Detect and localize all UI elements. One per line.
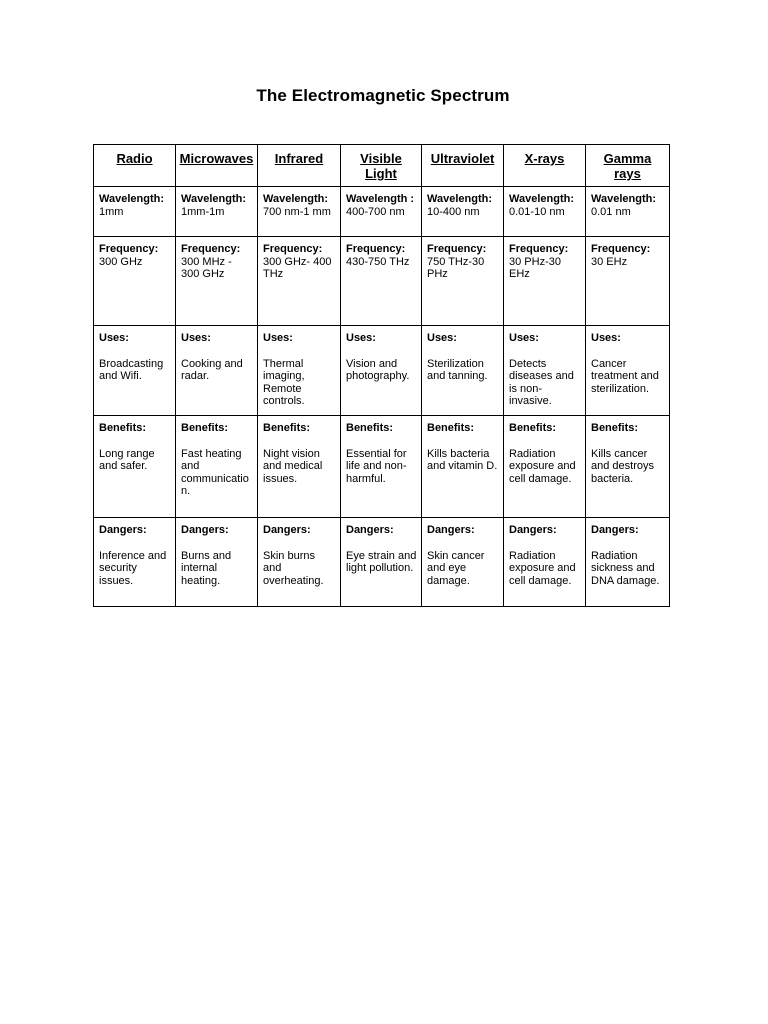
benefits-value: Kills cancer and destroys bacteria. [591,447,654,485]
dangers-label: Dangers: [346,524,394,536]
frequency-label: Frequency: [263,243,323,255]
dangers-row [94,518,670,607]
frequency-cell [586,237,670,326]
benefits-label: Benefits: [591,422,639,434]
frequency-label: Frequency: [346,243,406,255]
wavelength-value: 400-700 nm [346,205,405,218]
dangers-label: Dangers: [99,524,147,536]
uses-cell [341,326,422,416]
page-title: The Electromagnetic Spectrum [256,86,510,105]
frequency-cell [176,237,258,326]
wavelength-cell [586,187,670,237]
benefits-label: Benefits: [427,422,475,434]
dangers-value: Inference and security issues. [99,549,167,587]
frequency-value: 430-750 THz [346,255,410,268]
dangers-label: Dangers: [509,524,557,536]
benefits-label: Benefits: [181,422,229,434]
uses-label: Uses: [263,332,293,344]
dangers-cell [422,518,504,607]
dangers-value: Skin burns and overheating. [263,549,324,587]
wavelength-label: Wavelength: [591,193,656,205]
wavelength-cell [341,187,422,237]
dangers-label: Dangers: [181,524,229,536]
frequency-value: 750 THz-30 PHz [427,255,485,281]
dangers-value: Burns and internal heating. [181,549,232,587]
dangers-value: Skin cancer and eye damage. [427,549,485,587]
uses-value: Broadcasting and Wifi. [99,357,164,383]
wavelength-cell [422,187,504,237]
benefits-value: Night vision and medical issues. [263,447,323,485]
wavelength-label: Wavelength: [263,193,328,205]
wavelength-value: 1mm [99,205,124,218]
wavelength-label: Wavelength: [509,193,574,205]
dangers-label: Dangers: [263,524,311,536]
uses-cell [504,326,586,416]
uses-cell [94,326,176,416]
benefits-label: Benefits: [99,422,147,434]
benefits-cell [94,416,176,518]
frequency-value: 300 GHz [99,255,143,268]
wavelength-label: Wavelength : [346,193,415,205]
uses-label: Uses: [509,332,539,344]
wavelength-label: Wavelength: [181,193,246,205]
frequency-value: 30 PHz-30 EHz [509,255,561,281]
column-header-gamma-rays: Gamma rays [586,145,670,187]
uses-label: Uses: [427,332,457,344]
uses-cell [422,326,504,416]
uses-row [94,326,670,416]
uses-label: Uses: [181,332,211,344]
wavelength-value: 10-400 nm [427,205,480,218]
dangers-value: Radiation sickness and DNA damage. [591,549,660,587]
frequency-label: Frequency: [99,243,159,255]
benefits-label: Benefits: [263,422,311,434]
benefits-value: Radiation exposure and cell damage. [509,447,576,485]
dangers-cell [258,518,341,607]
frequency-cell [422,237,504,326]
frequency-label: Frequency: [181,243,241,255]
uses-label: Uses: [346,332,376,344]
frequency-cell [258,237,341,326]
wavelength-value: 1mm-1m [181,205,225,218]
uses-value: Detects diseases and is non-invasive. [509,357,574,408]
uses-value: Sterilization and tanning. [427,357,488,383]
benefits-row [94,416,670,518]
dangers-cell [341,518,422,607]
uses-cell [586,326,670,416]
frequency-cell [504,237,586,326]
benefits-cell [258,416,341,518]
wavelength-cell [176,187,258,237]
frequency-cell [94,237,176,326]
uses-value: Cooking and radar. [181,357,243,383]
spectrum-table [93,144,670,607]
dangers-cell [176,518,258,607]
wavelength-cell [258,187,341,237]
column-header-microwaves: Microwaves [176,145,258,187]
dangers-cell [94,518,176,607]
dangers-value: Radiation exposure and cell damage. [509,549,576,587]
wavelength-value: 0.01-10 nm [509,205,565,218]
benefits-value: Kills bacteria and vitamin D. [427,447,498,473]
uses-value: Vision and photography. [346,357,410,383]
benefits-cell [422,416,504,518]
frequency-cell [341,237,422,326]
benefits-cell [504,416,586,518]
benefits-value: Essential for life and non-harmful. [346,447,407,485]
uses-value: Cancer treatment and sterilization. [591,357,659,395]
uses-cell [176,326,258,416]
wavelength-cell [504,187,586,237]
benefits-cell [586,416,670,518]
frequency-value: 300 MHz - 300 GHz [181,255,232,281]
frequency-label: Frequency: [509,243,569,255]
dangers-label: Dangers: [591,524,639,536]
wavelength-value: 0.01 nm [591,205,631,218]
uses-label: Uses: [99,332,129,344]
header-row [94,145,670,187]
frequency-row [94,237,670,326]
column-header-x-rays: X-rays [504,145,586,187]
benefits-value: Fast heating and communication. [181,447,249,498]
wavelength-label: Wavelength: [99,193,164,205]
frequency-value: 30 EHz [591,255,628,268]
column-header-visible-light: Visible Light [341,145,422,187]
uses-cell [258,326,341,416]
frequency-label: Frequency: [427,243,487,255]
frequency-value: 300 GHz- 400 THz [263,255,332,281]
benefits-cell [341,416,422,518]
column-header-radio: Radio [94,145,176,187]
wavelength-row [94,187,670,237]
frequency-label: Frequency: [591,243,651,255]
uses-value: Thermal imaging, Remote controls. [263,357,305,408]
column-header-infrared: Infrared [258,145,341,187]
benefits-cell [176,416,258,518]
dangers-value: Eye strain and light pollution. [346,549,417,575]
uses-label: Uses: [591,332,621,344]
benefits-value: Long range and safer. [99,447,155,473]
benefits-label: Benefits: [509,422,557,434]
benefits-label: Benefits: [346,422,394,434]
column-header-ultraviolet: Ultraviolet [422,145,504,187]
dangers-label: Dangers: [427,524,475,536]
dangers-cell [504,518,586,607]
wavelength-label: Wavelength: [427,193,492,205]
wavelength-cell [94,187,176,237]
wavelength-value: 700 nm-1 mm [263,205,331,218]
dangers-cell [586,518,670,607]
